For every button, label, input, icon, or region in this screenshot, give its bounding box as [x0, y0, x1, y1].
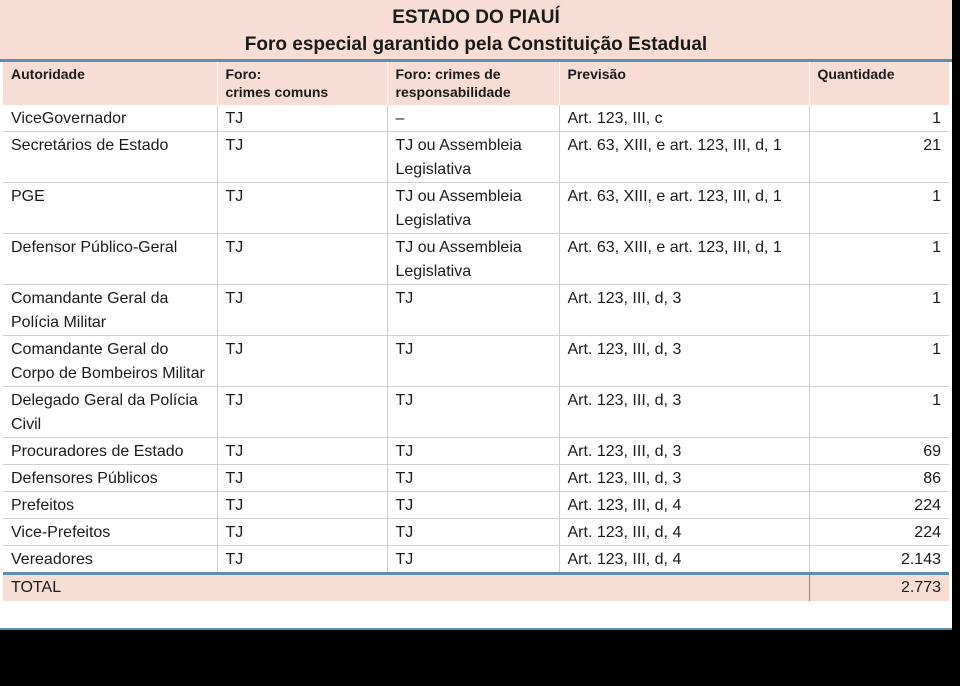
cell-comuns: TJ	[217, 387, 387, 438]
cell-quantidade: 1	[809, 105, 949, 132]
cell-quantidade: 1	[809, 285, 949, 336]
cell-previsao: Art. 63, XIII, e art. 123, III, d, 1	[559, 234, 809, 285]
cell-autoridade: Delegado Geral da Polícia Civil	[3, 387, 217, 438]
header-text: Previsão	[567, 66, 626, 82]
cell-comuns: TJ	[217, 183, 387, 234]
table-row	[3, 285, 949, 336]
cell-responsabilidade: TJ	[387, 387, 559, 438]
table-row	[3, 234, 949, 285]
cell-previsao: Art. 123, III, d, 3	[559, 387, 809, 438]
cell-comuns: TJ	[217, 438, 387, 465]
cell-comuns: TJ	[217, 492, 387, 519]
cell-quantidade: 1	[809, 387, 949, 438]
cell-autoridade: Vice-Prefeitos	[3, 519, 217, 546]
table-row	[3, 438, 949, 465]
cell-previsao: Art. 123, III, d, 4	[559, 546, 809, 574]
table-row	[3, 492, 949, 519]
cell-responsabilidade: TJ ou Assembleia Legislativa	[387, 234, 559, 285]
cell-autoridade: ViceGovernador	[3, 105, 217, 132]
header-text: crimes comuns	[225, 84, 329, 100]
bottom-rule	[0, 628, 952, 630]
table-header	[3, 62, 949, 105]
table-body	[3, 105, 949, 574]
total-row	[3, 574, 949, 602]
table-row	[3, 132, 949, 183]
table-row	[3, 546, 949, 574]
table-row	[3, 387, 949, 438]
table-row	[3, 519, 949, 546]
cell-comuns: TJ	[217, 519, 387, 546]
header-autoridade	[3, 62, 217, 105]
cell-previsao: Art. 123, III, c	[559, 105, 809, 132]
cell-previsao: Art. 123, III, d, 3	[559, 438, 809, 465]
total-value: 2.773	[809, 574, 949, 602]
header-text: Foro:	[225, 66, 262, 82]
header-text: responsabilidade	[395, 84, 511, 100]
cell-autoridade: Vereadores	[3, 546, 217, 574]
cell-previsao: Art. 123, III, d, 3	[559, 465, 809, 492]
table-row	[3, 465, 949, 492]
cell-autoridade: Defensores Públicos	[3, 465, 217, 492]
cell-quantidade: 1	[809, 234, 949, 285]
cell-responsabilidade: TJ	[387, 492, 559, 519]
cell-quantidade: 86	[809, 465, 949, 492]
cell-responsabilidade: TJ	[387, 285, 559, 336]
cell-responsabilidade: TJ	[387, 519, 559, 546]
header-foro-responsabilidade	[387, 62, 559, 105]
title-line-2: Foro especial garantido pela Constituição Estadual	[244, 34, 708, 55]
table-row	[3, 183, 949, 234]
cell-comuns: TJ	[217, 546, 387, 574]
foro-table	[3, 62, 950, 601]
cell-responsabilidade: TJ	[387, 438, 559, 465]
cell-quantidade: 21	[809, 132, 949, 183]
header-foro-comuns	[217, 62, 387, 105]
cell-responsabilidade: –	[387, 105, 559, 132]
cell-comuns: TJ	[217, 336, 387, 387]
cell-responsabilidade: TJ	[387, 546, 559, 574]
cell-responsabilidade: TJ ou Assembleia Legislativa	[387, 183, 559, 234]
cell-previsao: Art. 63, XIII, e art. 123, III, d, 1	[559, 132, 809, 183]
cell-previsao: Art. 123, III, d, 3	[559, 336, 809, 387]
total-label: TOTAL	[3, 574, 809, 602]
cell-autoridade: Prefeitos	[3, 492, 217, 519]
header-quantidade	[809, 62, 949, 105]
table-row	[3, 105, 949, 132]
header-text: Autoridade	[11, 66, 85, 82]
cell-responsabilidade: TJ ou Assembleia Legislativa	[387, 132, 559, 183]
header-previsao	[559, 62, 809, 105]
title-line-1: ESTADO DO PIAUÍ	[392, 7, 560, 28]
cell-responsabilidade: TJ	[387, 336, 559, 387]
cell-quantidade: 224	[809, 519, 949, 546]
cell-autoridade: Comandante Geral do Corpo de Bombeiros Militar	[3, 336, 217, 387]
cell-autoridade: Secretários de Estado	[3, 132, 217, 183]
table-row	[3, 336, 949, 387]
cell-comuns: TJ	[217, 285, 387, 336]
table-footer	[3, 574, 949, 602]
cell-comuns: TJ	[217, 132, 387, 183]
header-text: Quantidade	[817, 66, 895, 82]
cell-responsabilidade: TJ	[387, 465, 559, 492]
cell-previsao: Art. 123, III, d, 4	[559, 519, 809, 546]
cell-comuns: TJ	[217, 105, 387, 132]
table-title	[0, 0, 952, 62]
cell-autoridade: Defensor Público-Geral	[3, 234, 217, 285]
cell-comuns: TJ	[217, 234, 387, 285]
cell-quantidade: 2.143	[809, 546, 949, 574]
cell-autoridade: Procuradores de Estado	[3, 438, 217, 465]
cell-quantidade: 69	[809, 438, 949, 465]
cell-previsao: Art. 123, III, d, 4	[559, 492, 809, 519]
cell-comuns: TJ	[217, 465, 387, 492]
cell-previsao: Art. 123, III, d, 3	[559, 285, 809, 336]
cell-quantidade: 1	[809, 183, 949, 234]
header-text: Foro: crimes de	[395, 66, 501, 82]
cell-quantidade: 224	[809, 492, 949, 519]
cell-quantidade: 1	[809, 336, 949, 387]
cell-autoridade: PGE	[3, 183, 217, 234]
cell-autoridade: Comandante Geral da Polícia Militar	[3, 285, 217, 336]
cell-previsao: Art. 63, XIII, e art. 123, III, d, 1	[559, 183, 809, 234]
header-row	[3, 62, 949, 105]
